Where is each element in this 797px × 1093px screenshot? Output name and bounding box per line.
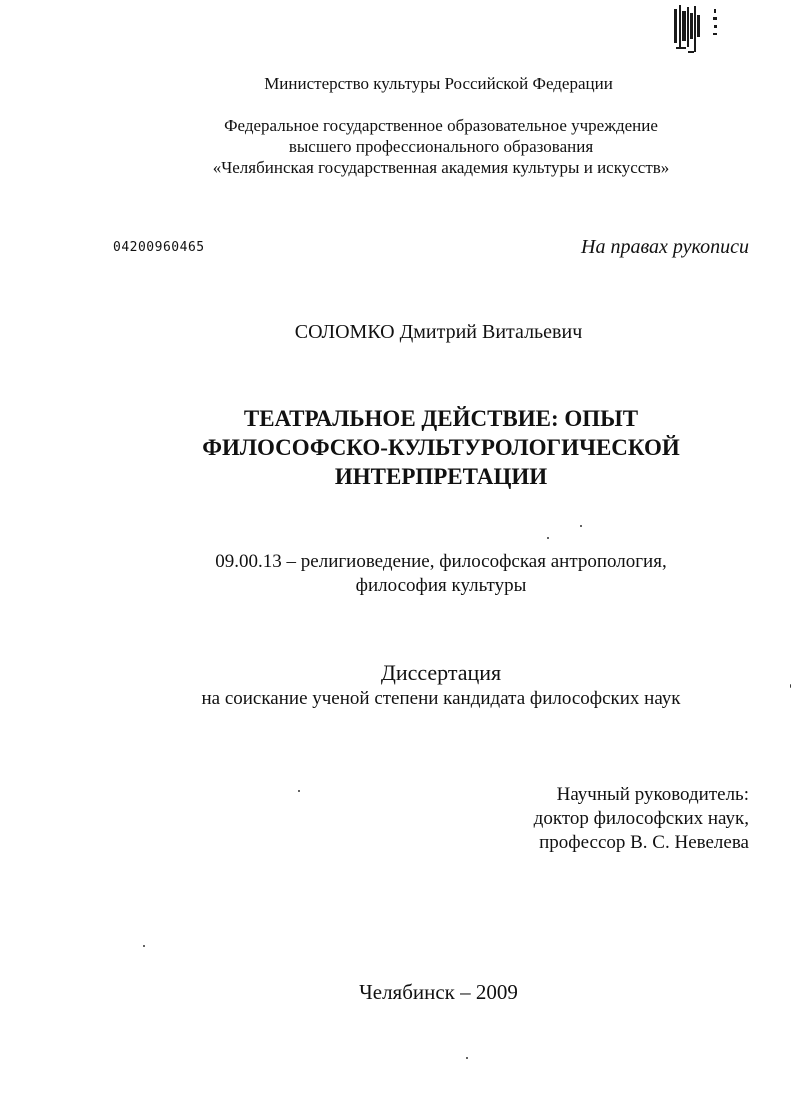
title-line: ТЕАТРАЛЬНОЕ ДЕЙСТВИЕ: ОПЫТ xyxy=(243,406,639,431)
degree-statement: на соискание ученой степени кандидата философских наук xyxy=(201,688,681,709)
specialty-code xyxy=(0,550,797,598)
city-year: Челябинск – 2009 xyxy=(359,980,518,1004)
scan-speck xyxy=(790,684,791,688)
scan-speck xyxy=(580,525,582,527)
catalog-number: 04200960465 xyxy=(113,240,205,255)
title-line: ИНТЕРПРЕТАЦИИ xyxy=(334,464,548,489)
scan-speck xyxy=(298,790,300,792)
institution-line: «Челябинская государственная академия культуры и искусств» xyxy=(212,158,670,177)
scan-speck xyxy=(547,537,549,539)
specialty-line: философия культуры xyxy=(355,575,527,596)
manuscript-note: На правах рукописи xyxy=(581,236,749,258)
title-line: ФИЛОСОФСКО-КУЛЬТУРОЛОГИЧЕСКОЙ xyxy=(202,435,680,460)
supervisor-line: доктор философских наук, xyxy=(533,808,749,829)
scan-speck xyxy=(466,1057,468,1059)
supervisor-line: профессор В. С. Невелева xyxy=(539,832,749,853)
ministry-name: Министерство культуры Российской Федерации xyxy=(264,74,613,93)
supervisor-block xyxy=(534,783,749,855)
author-name: СОЛОМКО Дмитрий Витальевич xyxy=(294,321,583,343)
specialty-line: 09.00.13 – религиоведение, философская антропология, xyxy=(215,551,667,572)
institution-block xyxy=(0,115,797,178)
institution-line: Федеральное государственное образовательное учреждение xyxy=(224,116,658,135)
dissertation-title xyxy=(0,404,797,491)
document-type: Диссертация xyxy=(380,660,502,685)
supervisor-line: Научный руководитель: xyxy=(556,784,749,805)
institution-line: высшего профессионального образования xyxy=(288,137,594,156)
library-stamp-mark xyxy=(668,3,726,59)
scan-speck xyxy=(143,945,145,947)
